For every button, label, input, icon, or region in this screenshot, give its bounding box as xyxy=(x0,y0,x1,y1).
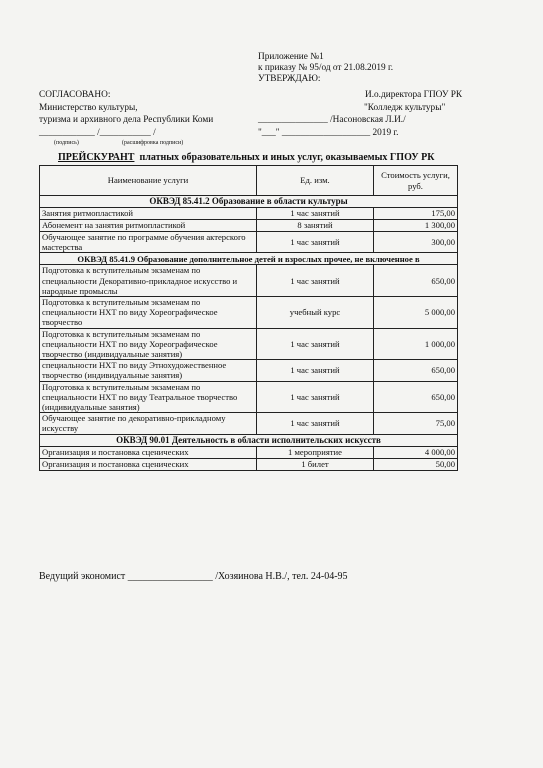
table-row xyxy=(40,232,458,253)
section-title: ОКВЭД 85.41.9 Образование дополнительное детей и взрослых прочее, не включенное в xyxy=(40,253,458,265)
service-name: Обучающее занятие по программе обучения актерского мастерства xyxy=(40,232,257,253)
service-price: 175,00 xyxy=(374,208,458,220)
service-price: 650,00 xyxy=(374,265,458,297)
service-price: 1 300,00 xyxy=(374,220,458,232)
table-header-row xyxy=(40,166,458,196)
table-row xyxy=(40,297,458,329)
service-name: Организация и постановка сценических xyxy=(40,458,257,470)
caption-decode: (расшифровка подписи) xyxy=(122,140,184,146)
service-price: 1 000,00 xyxy=(374,328,458,360)
service-price: 50,00 xyxy=(374,458,458,470)
appendix-label: Приложение №1 xyxy=(258,52,324,62)
table-row xyxy=(40,458,458,470)
section-title: ОКВЭД 90.01 Деятельность в области исполнительских искусств xyxy=(40,434,458,446)
table-row xyxy=(40,381,458,413)
service-price: 650,00 xyxy=(374,360,458,381)
table-row xyxy=(40,220,458,232)
document-title xyxy=(58,152,434,163)
service-name: Занятия ритмопластикой xyxy=(40,208,257,220)
director-signature-line: _______________ /Насоновская Л.И./ xyxy=(258,115,406,125)
title-main: ПРЕЙСКУРАНТ xyxy=(58,152,135,163)
approve-label: УТВЕРЖДАЮ: xyxy=(258,74,321,84)
table-row xyxy=(40,446,458,458)
service-name: Организация и постановка сценических xyxy=(40,446,257,458)
service-unit: 8 занятий xyxy=(257,220,374,232)
service-price: 75,00 xyxy=(374,413,458,434)
service-name: Обучающее занятие по декоративно-прикладному искусству xyxy=(40,413,257,434)
header-service: Наименование услуги xyxy=(40,166,257,196)
service-unit: 1 час занятий xyxy=(257,328,374,360)
price-table xyxy=(39,165,458,471)
section-title: ОКВЭД 85.41.2 Образование в области культуры xyxy=(40,196,458,208)
caption-signature: (подпись) xyxy=(54,140,79,146)
table-row xyxy=(40,360,458,381)
service-name: Абонемент на занятия ритмопластикой xyxy=(40,220,257,232)
director-title: И.о.директора ГПОУ РК xyxy=(365,90,463,100)
service-price: 5 000,00 xyxy=(374,297,458,329)
service-unit: 1 билет xyxy=(257,458,374,470)
service-name: Подготовка к вступительным экзаменам по специальности НХТ по виду Хореографическое творчество (индивидуальные занятия) xyxy=(40,328,257,360)
signature-line-left: ____________ /___________ / xyxy=(39,128,156,138)
footer-economist: Ведущий экономист _________________ /Хозяинова Н.В./, тел. 24-04-95 xyxy=(39,571,348,582)
ministry-line1: Министерство культуры, xyxy=(39,103,138,113)
table-row xyxy=(40,413,458,434)
service-price: 300,00 xyxy=(374,232,458,253)
service-name: Подготовка к вступительным экзаменам по специальности Декоративно-прикладное искусство и народные промыслы xyxy=(40,265,257,297)
service-unit: 1 час занятий xyxy=(257,413,374,434)
service-name: Подготовка к вступительным экзаменам по специальности НХТ по виду Театральное творчество (индивидуальные занятия) xyxy=(40,381,257,413)
date-line: "___" ___________________ 2019 г. xyxy=(258,128,399,138)
service-unit: учебный курс xyxy=(257,297,374,329)
order-reference: к приказу № 95/од от 21.08.2019 г. xyxy=(258,63,394,73)
college-name: "Колледж культуры" xyxy=(364,103,446,113)
service-unit: 1 час занятий xyxy=(257,232,374,253)
service-price: 650,00 xyxy=(374,381,458,413)
section-row xyxy=(40,196,458,208)
service-unit: 1 час занятий xyxy=(257,208,374,220)
service-name: специальности НХТ по виду Этнохудожественное творчество (индивидуальные занятия) xyxy=(40,360,257,381)
header-unit: Ед. изм. xyxy=(257,166,374,196)
ministry-line2: туризма и архивного дела Республики Коми xyxy=(39,115,214,125)
service-unit: 1 час занятий xyxy=(257,360,374,381)
section-row xyxy=(40,253,458,265)
service-unit: 1 час занятий xyxy=(257,265,374,297)
agreed-label: СОГЛАСОВАНО: xyxy=(39,90,111,100)
header-cost: Стоимость услуги, руб. xyxy=(374,166,458,196)
service-unit: 1 час занятий xyxy=(257,381,374,413)
service-unit: 1 мероприятие xyxy=(257,446,374,458)
title-rest: платных образовательных и иных услуг, оказываемых ГПОУ РК xyxy=(139,152,435,163)
section-row xyxy=(40,434,458,446)
table-row xyxy=(40,265,458,297)
table-row xyxy=(40,208,458,220)
service-price: 4 000,00 xyxy=(374,446,458,458)
service-name: Подготовка к вступительным экзаменам по специальности НХТ по виду Хореографическое творчество xyxy=(40,297,257,329)
table-row xyxy=(40,328,458,360)
